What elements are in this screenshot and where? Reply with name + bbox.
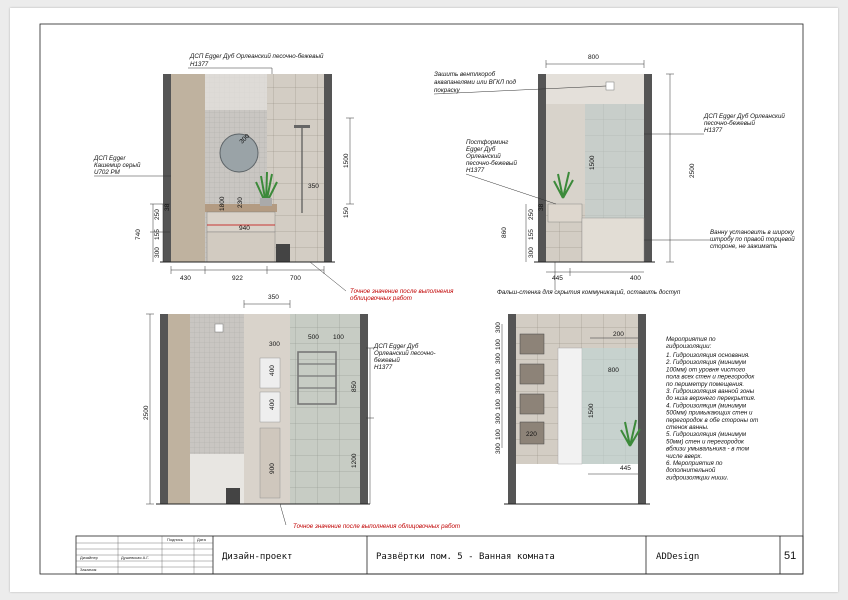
wp-line: вблизи умывальника - в том xyxy=(666,445,749,453)
dim-200: 200 xyxy=(613,331,624,338)
dim-e4-4: 300 xyxy=(495,383,502,394)
wp-line: 2. Гидроизоляция (минимум xyxy=(666,359,747,367)
bath-note-1: Ванну установить в широку xyxy=(710,229,794,236)
postform-5: H1377 xyxy=(466,167,485,174)
note-red-3: Точное значение после выполнения облицовочных работ xyxy=(293,523,461,530)
wp-line: стенок ванны. xyxy=(666,424,709,431)
postform-3: Орлеанский xyxy=(466,153,501,160)
label-left-3: U702 PM xyxy=(94,169,120,176)
drawing-sheet xyxy=(10,8,838,592)
elevation-3 xyxy=(143,294,460,530)
dim-e4-5: 100 xyxy=(495,399,502,410)
title-block xyxy=(76,536,803,574)
dim-250: 250 xyxy=(154,209,161,220)
dim-850: 850 xyxy=(351,381,358,392)
wp-line: 100мм) от уровня чистого xyxy=(666,366,746,374)
dim-400a: 400 xyxy=(269,365,276,376)
waterproofing-notes xyxy=(665,336,758,481)
dim-1500b: 1500 xyxy=(589,155,596,170)
wp-line: 3. Гидроизоляция ванной зоны xyxy=(666,388,755,395)
sheet-frame xyxy=(40,24,803,574)
project-name: Дизайн-проект xyxy=(222,552,293,562)
note-vent-3: покраску xyxy=(434,87,460,94)
dim-350: 350 xyxy=(308,183,319,190)
col-date: Дата xyxy=(197,537,206,542)
shower-wall xyxy=(267,74,324,262)
dim-445: 445 xyxy=(552,275,563,282)
wp-title-2: гидроизоляции: xyxy=(666,343,712,350)
company-name: ADDesign xyxy=(656,552,700,562)
note-red-1: Точное значение после выполнения xyxy=(350,288,454,295)
dim-445b: 445 xyxy=(620,465,631,472)
label-e3-3: бежевый xyxy=(374,357,400,364)
dim-155b: 155 xyxy=(528,229,535,240)
dim-2500b: 2500 xyxy=(143,405,150,420)
wp-line: 500мм) примыкающих стен и xyxy=(666,409,753,417)
dim-38b: 38 xyxy=(538,203,545,211)
dim-400: 400 xyxy=(630,275,641,282)
label-top-1: ДСП Egger Дуб Орлеанский песочно-бежевый xyxy=(190,53,324,60)
note-vent-1: Зашить вентлкороб xyxy=(434,71,496,78)
dim-e4-6: 300 xyxy=(495,413,502,424)
label-e3-2: Орлеанский песочно- xyxy=(374,350,436,357)
bath-note-2: штробу по правой торцевой xyxy=(710,236,795,243)
dim-300c: 300 xyxy=(269,341,280,348)
wp-line: 6. Мероприятия по xyxy=(666,460,723,467)
dim-922: 922 xyxy=(232,275,243,282)
wp-line: пола всех стен и перегородок xyxy=(666,373,755,381)
postform-4: песочно-бежевый xyxy=(466,160,517,167)
dim-300-mirror: 300 xyxy=(238,132,252,146)
wp-line: 4. Гидроизоляция (минимум xyxy=(666,402,747,410)
wp-line: 1. Гидроизоляция основания. xyxy=(666,352,750,359)
label-e3-1: ДСП Egger Дуб xyxy=(374,343,419,350)
dim-e4-0: 300 xyxy=(495,322,502,333)
elevation-2 xyxy=(434,54,795,296)
dim-e4-3: 100 xyxy=(495,369,502,380)
dim-350b: 350 xyxy=(268,294,279,301)
wp-line: гидроизоляции ниши. xyxy=(666,474,729,482)
dim-38: 38 xyxy=(164,203,171,211)
drawing-canvas xyxy=(10,8,838,592)
dim-230: 230 xyxy=(237,197,244,208)
dim-250b: 250 xyxy=(528,209,535,220)
designer-role: Дизайнер xyxy=(80,555,98,560)
dim-430: 430 xyxy=(180,275,191,282)
dim-300: 300 xyxy=(154,247,161,258)
wp-line: 50мм) стен и перегородок xyxy=(666,438,744,446)
designer-name: Душевская А.Г. xyxy=(121,555,150,560)
dim-700: 700 xyxy=(290,275,301,282)
dim-800b: 800 xyxy=(608,367,619,374)
elevation-4 xyxy=(495,314,650,504)
wp-line: перегородок в обе стороны от xyxy=(666,416,759,424)
label-left-2: Кашемир серый xyxy=(94,162,141,169)
wardrobe-panel xyxy=(171,74,205,262)
wp-line: дополнительной xyxy=(666,467,716,475)
sheet-number: 51 xyxy=(784,550,797,562)
dim-1500c: 1500 xyxy=(588,403,595,418)
dim-400b: 400 xyxy=(269,399,276,410)
dim-e4-2: 300 xyxy=(495,353,502,364)
dim-100: 100 xyxy=(333,334,344,341)
sheet-title: Развёртки пом. 5 - Ванная комната xyxy=(376,552,555,562)
dim-2500: 2500 xyxy=(689,163,696,178)
wp-line: 5. Гидроизоляция (минимум xyxy=(666,431,747,439)
client-role: Заказчик xyxy=(80,567,97,572)
dim-150: 150 xyxy=(343,207,350,218)
label-left-1: ДСП Egger xyxy=(94,155,126,162)
wp-title-1: Мероприятия по xyxy=(666,336,716,343)
postform-1: Постформинг xyxy=(466,139,509,146)
label-top-2: H1377 xyxy=(190,61,209,68)
dim-e4-8: 300 xyxy=(495,443,502,454)
elevation-1 xyxy=(93,53,454,302)
dim-e4-7: 100 xyxy=(495,429,502,440)
label-right-1: ДСП Egger Дуб Орлеанский xyxy=(704,113,785,120)
false-wall-note: Фальш-стенка для скрытия коммуникаций, оставить доступ xyxy=(497,289,681,296)
dim-300b: 300 xyxy=(528,247,535,258)
label-e3-4: H1377 xyxy=(374,364,393,371)
note-red-2: облицовочных работ xyxy=(350,295,412,302)
dim-940: 940 xyxy=(239,225,250,232)
dim-155: 155 xyxy=(154,229,161,240)
dim-800: 800 xyxy=(588,54,599,61)
door xyxy=(558,348,582,464)
bath-note-3: стороне, не зажимать xyxy=(710,243,778,250)
vent-grille xyxy=(606,82,614,90)
bathtub xyxy=(582,218,644,262)
wp-line: числе вверх. xyxy=(666,452,703,460)
label-right-2: песочно-бежевый xyxy=(704,120,755,127)
dim-1200: 1200 xyxy=(351,453,358,468)
note-vent-2: аквапанелями или ВГКЛ под xyxy=(434,79,516,86)
dim-1500: 1500 xyxy=(343,153,350,168)
col-sign: Подпись xyxy=(167,537,183,542)
wp-line: по периметру помещения. xyxy=(666,380,745,388)
label-right-3: H1377 xyxy=(704,127,723,134)
dim-500: 500 xyxy=(308,334,319,341)
dim-220: 220 xyxy=(526,431,537,438)
dim-740: 740 xyxy=(135,229,142,240)
dim-e4-1: 100 xyxy=(495,339,502,350)
wp-line: до низа верхнего перекрытия. xyxy=(666,395,756,403)
postform-2: Egger Дуб xyxy=(466,146,496,153)
dim-900: 900 xyxy=(269,463,276,474)
dim-1800: 1800 xyxy=(219,196,226,211)
dim-860: 860 xyxy=(501,227,508,238)
